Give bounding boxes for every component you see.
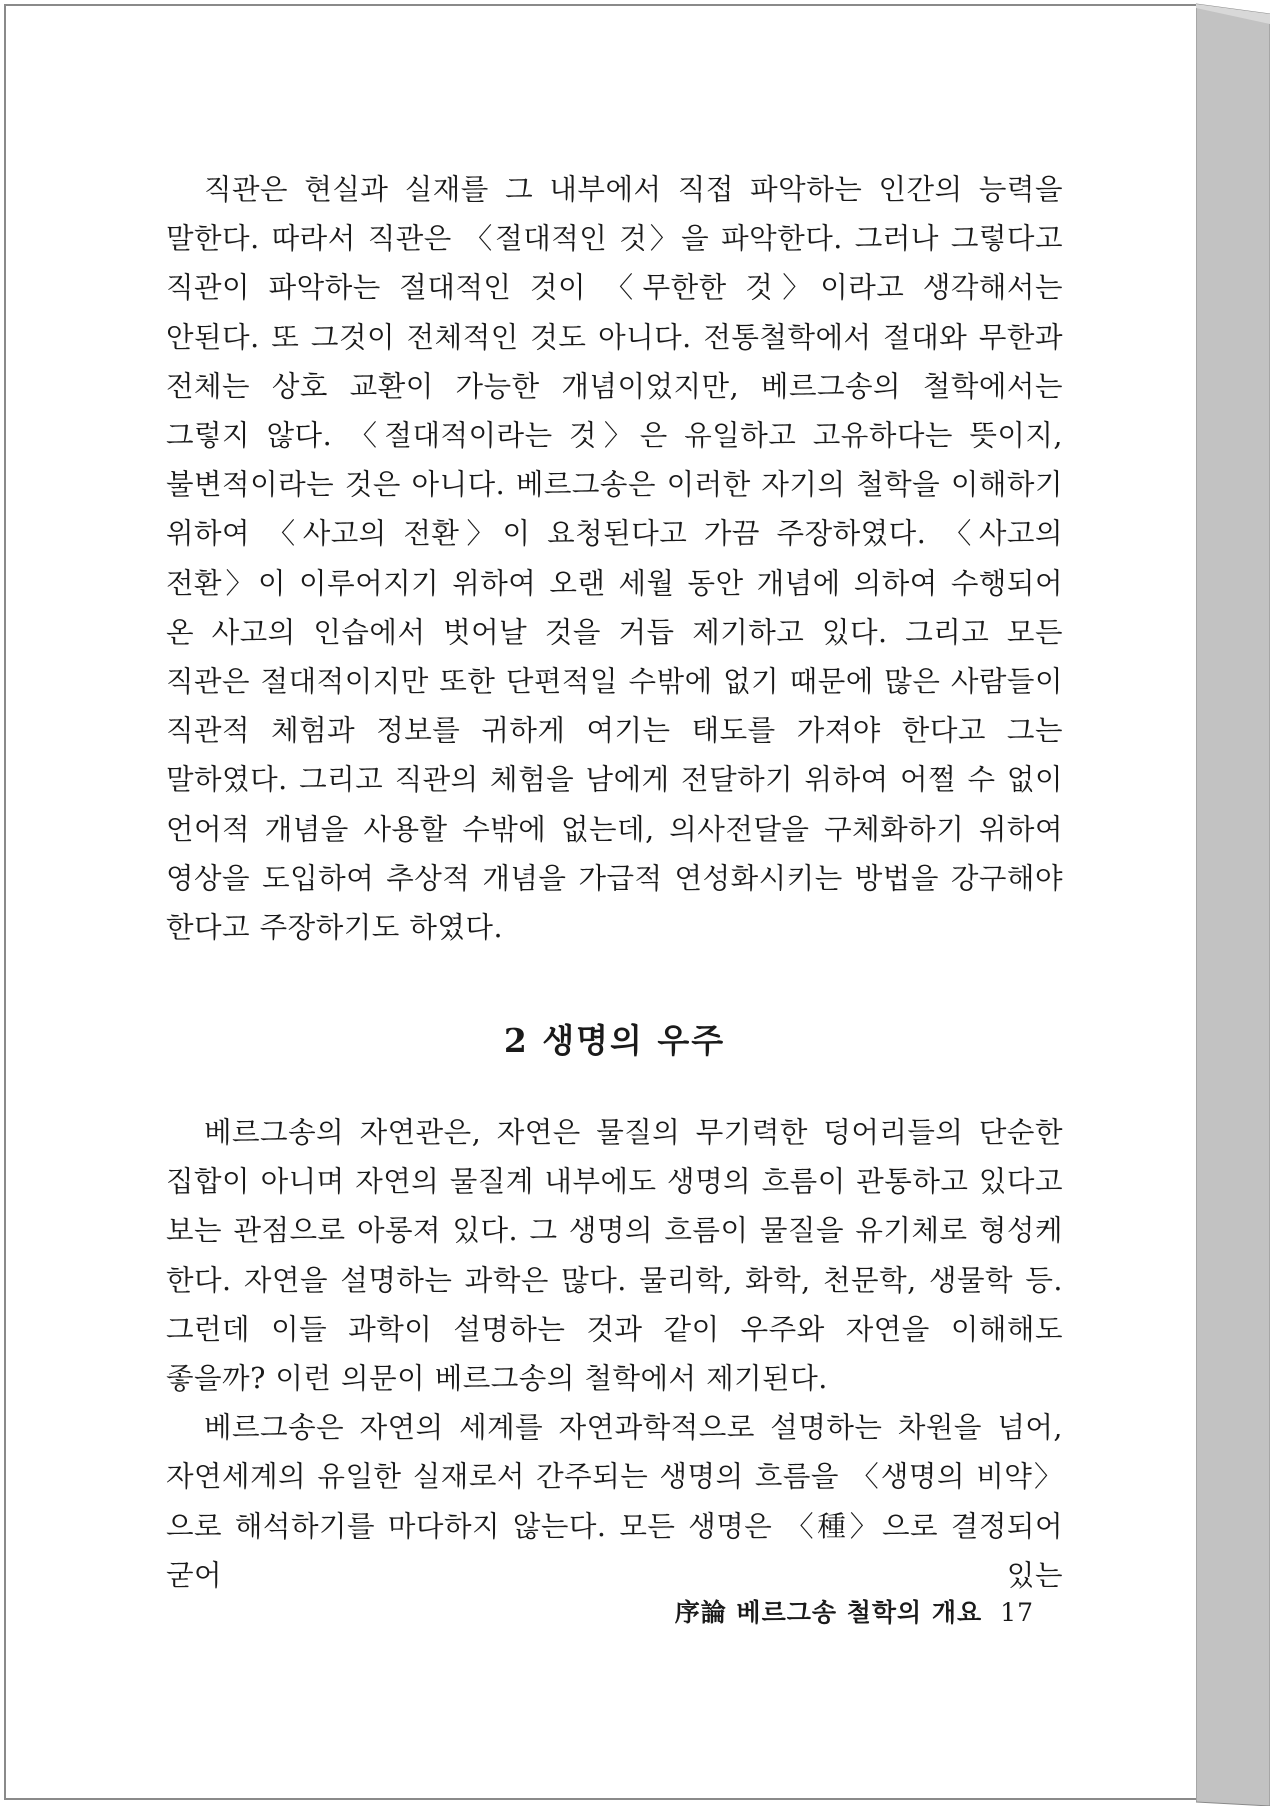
page-number: 17 <box>1000 1598 1034 1627</box>
body-text-bottom <box>166 1108 1063 1600</box>
book-edge <box>1196 0 1270 1806</box>
paragraph-view-of-nature: 베르그송의 자연관은, 자연은 물질의 무기력한 덩어리들의 단순한 집합이 아니며 자연의 물질계 내부에도 생명의 흐름이 관통하고 있다고 보는 관점으로 아롱져 있다. 그 생명의 흐름이 물질을 유기체로 형성케 한다. 자연을 설명하는 과학은 많다. 물리학, 화학, 천문학, 생물학 등. 그런데 이들 과학이 설명하는 것과 같이 우주와 자연을 이해해도 좋을까? 이런 의문이 베르그송의 철학에서 제기된다. <box>166 1116 1063 1396</box>
paragraph-intuition: 직관은 현실과 실재를 그 내부에서 직접 파악하는 인간의 능력을 말한다. 따라서 직관은 〈절대적인 것〉을 파악한다. 그러나 그렇다고 직관이 파악하는 절대적인 것이 〈무한한 것〉이라고 생각해서는 안된다. 또 그것이 전체적인 것도 아니다. 전통철학에서 절대와 무한과 전체는 상호 교환이 가능한 개념이었지만, 베르그송의 철학에서는 그렇지 않다. 〈절대적이라는 것〉은 유일하고 고유하다는 뜻이지, 불변적이라는 것은 아니다. 베르그송은 이러한 자기의 철학을 이해하기 위하여 〈사고의 전환〉이 요청된다고 가끔 주장하였다. 〈사고의 전환〉이 이루어지기 위하여 오랜 세월 동안 개념에 의하여 수행되어 온 사고의 인습에서 벗어날 것을 거듭 제기하고 있다. 그리고 모든 직관은 절대적이지만 또한 단편적일 수밖에 없기 때문에 많은 사람들이 직관적 체험과 정보를 귀하게 여기는 태도를 가져야 한다고 그는 말하였다. 그리고 직관의 체험을 남에게 전달하기 위하여 어쩔 수 없이 언어적 개념을 사용할 수밖에 없는데, 의사전달을 구체화하기 위하여 영상을 도입하여 추상적 개념을 가급적 연성화시키는 방법을 강구해야 한다고 주장하기도 하였다. <box>166 173 1063 945</box>
section-heading: 2 생명의 우주 <box>503 1021 726 1060</box>
running-footer <box>675 1596 1034 1630</box>
body-text-top <box>166 165 1063 952</box>
paragraph-elan-vital: 베르그송은 자연의 세계를 자연과학적으로 설명하는 차원을 넘어, 자연세계의 유일한 실재로서 간주되는 생명의 흐름을 〈생명의 비약〉으로 해석하기를 마다하지 않는다. 모든 생명은 〈種〉으로 결정되어 굳어 있는 <box>166 1411 1063 1592</box>
running-title: 序論 베르그송 철학의 개요 <box>674 1598 983 1627</box>
